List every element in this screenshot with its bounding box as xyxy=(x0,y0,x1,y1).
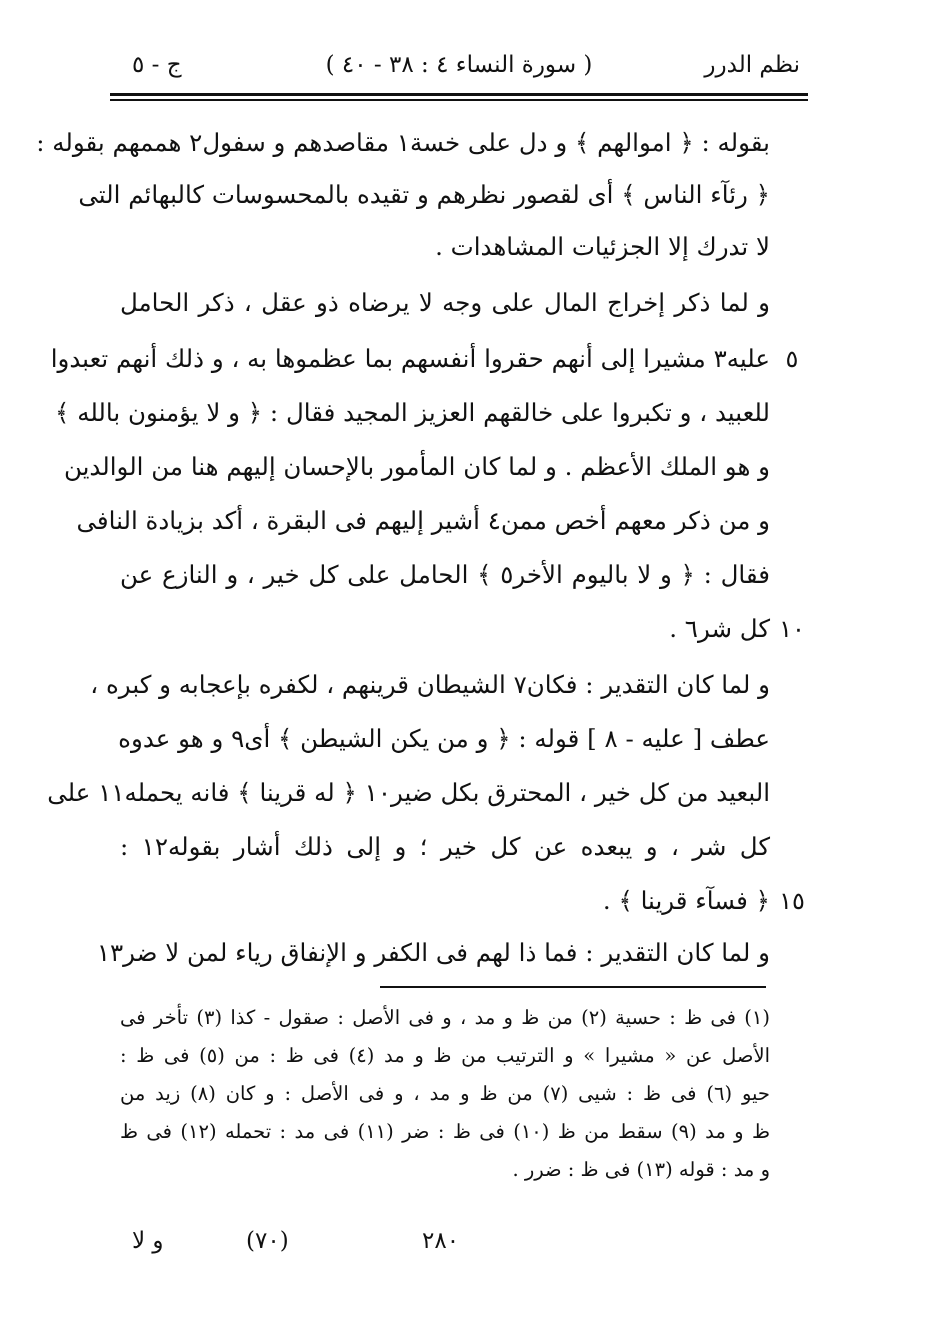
line-number: ١٠ xyxy=(779,615,805,643)
footnote-rule xyxy=(380,986,766,988)
line-number: ٥ xyxy=(785,345,799,373)
running-header xyxy=(112,44,806,94)
text-line: عليه٣ مشيرا إلى أنهم حقروا أنفسهم بما عظموها به ، و ذلك أنهم تعبدوا xyxy=(50,344,770,373)
footnote-line: حيو (٦) فى ظ : شيى (٧) من ظ و مد ، و فى الأصل : و كان (٨) زيد من xyxy=(120,1082,770,1105)
text-line: كل شر٦ . xyxy=(669,614,770,643)
text-line: و من ذكر معهم أخص ممن٤ أشير إليهم فى البقرة ، أكد بزيادة النافى xyxy=(76,506,770,535)
footnote-line: (١) فى ظ : حسية (٢) من ظ و مد ، و فى الأصل : صقول - كذا (٣) تأخر فى xyxy=(120,1006,770,1029)
text-line: للعبيد ، و تكبروا على خالقهم العزيز المجيد فقال : ﴿ و لا يؤمنون بالله ﴾ xyxy=(55,398,770,427)
footnote-line: و مد : قوله (١٣) فى ظ : ضرر . xyxy=(512,1158,770,1181)
text-line: و لما ذكر إخراج المال على وجه لا يرضاه ذو عقل ، ذكر الحامل xyxy=(120,288,770,317)
volume-label: ج - ٥ xyxy=(132,52,182,78)
signature-mark: (٧٠) xyxy=(246,1228,289,1254)
text-line: و لما كان التقدير : فكان٧ الشيطان قرينهم ، لكفره بإعجابه و كبره ، xyxy=(90,670,770,699)
text-line: و لما كان التقدير : فما ذا لهم فى الكفر و الإنفاق رياء لمن لا ضر١٣ xyxy=(96,938,770,967)
footnote-line: ظ و مد (٩) سقط من ظ (١٠) فى ظ : ضر (١١) فى مد : تحمله (١٢) فى ظ xyxy=(120,1120,771,1143)
text-line: ﴿ فسآء قرينا ﴾ . xyxy=(602,886,770,915)
page-footer xyxy=(112,1228,806,1268)
text-line: بقوله : ﴿ اموالهم ﴾ و دل على خسة١ مقاصدهم و سفول٢ هممهم بقوله : xyxy=(36,128,770,157)
text-line: ﴿ رئآء الناس ﴾ أى لقصور نظرهم و تقيده بالمحسوسات كالبهائم التى xyxy=(78,180,770,209)
line-number: ١٥ xyxy=(779,887,805,915)
text-line: لا تدرك إلا الجزئيات المشاهدات . xyxy=(435,232,770,261)
catchword: و لا xyxy=(132,1228,164,1254)
book-title: نظم الدرر xyxy=(704,52,800,78)
surah-reference: ( سورة النساء ٤ : ٣٨ - ٤٠ ) xyxy=(325,52,593,78)
text-line: فقال : ﴿ و لا باليوم الأخر٥ ﴾ الحامل على كل خير ، و النازع عن xyxy=(120,560,770,589)
footnote-line: الأصل عن « مشيرا » و الترتيب من ظ و مد (٤) فى ظ : من (٥) فى ظ : xyxy=(120,1044,770,1067)
header-rule-thin xyxy=(110,99,808,101)
text-line: و هو الملك الأعظم . و لما كان المأمور بالإحسان إليهم هنا من الوالدين xyxy=(63,452,770,481)
header-rule-thick xyxy=(110,93,808,96)
text-line: عطف [ عليه - ٨ ] قوله : ﴿ و من يكن الشيطن ﴾ أى٩ و هو عدوه xyxy=(118,724,770,753)
text-line: البعيد من كل خير ، المحترق بكل ضير١٠ ﴿ له قرينا ﴾ فانه يحمله١١ على xyxy=(47,778,770,807)
text-line: كل شر ، و يبعده عن كل خير ؛ و إلى ذلك أشار بقوله١٢ : xyxy=(120,832,771,861)
page-number: ٢٨٠ xyxy=(422,1228,460,1254)
